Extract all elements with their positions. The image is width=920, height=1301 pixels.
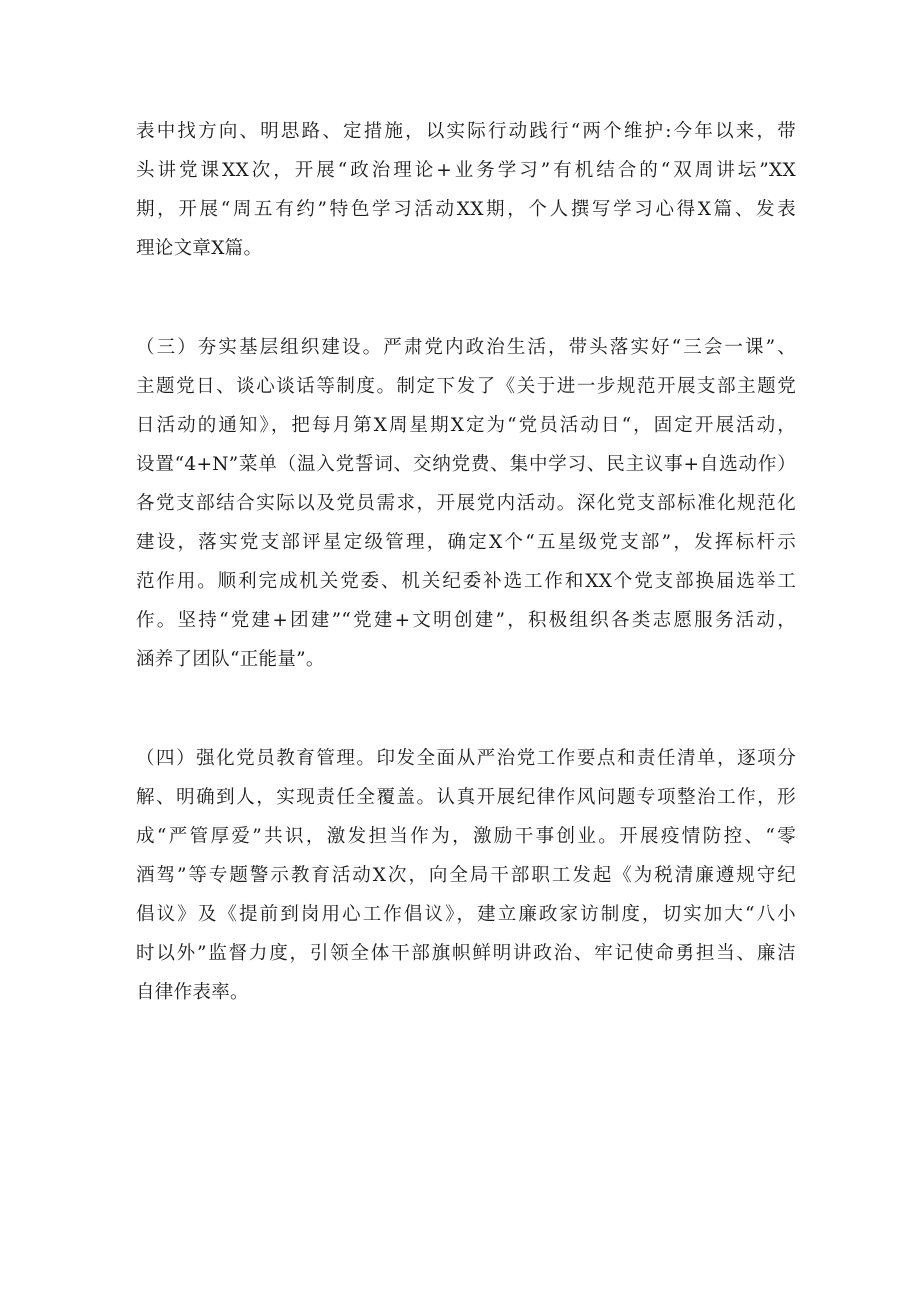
text-line: 解、明确到人，实现责任全覆盖。认真开展纪律作风问题专项整治工作，形 [136, 787, 796, 808]
text-line: 主题党日、谈心谈话等制度。制定下发了《关于进一步规范开展支部主题党 [136, 376, 796, 397]
text-line: 日活动的通知》，把每月第X周星期X定为“党员活动日“，固定开展活动， [136, 415, 796, 436]
paragraph-grassroots-organization [136, 328, 796, 679]
text-line: （三）夯实基层组织建设。严肃党内政治生活，带头落实好“三会一课”、 [136, 337, 796, 358]
text-line: （四）强化党员教育管理。印发全面从严治党工作要点和责任清单，逐项分 [136, 748, 796, 769]
text-line: 期，开展“周五有约”特色学习活动XX期，个人撰写学习心得X篇、发表 [136, 199, 796, 220]
text-line: 各党支部结合实际以及党员需求，开展党内活动。深化党支部标准化规范化 [136, 493, 796, 514]
text-line: 成“严管厚爱”共识，激发担当作为，激励干事创业。开展疫情防控、“零 [136, 826, 796, 847]
text-line: 作。坚持“党建+团建”“党建+文明创建”，积极组织各类志愿服务活动， [136, 610, 796, 631]
paragraph-member-education [136, 739, 796, 1012]
text-line: 自律作表率。 [136, 982, 249, 1003]
text-line: 涵养了团队“正能量”。 [136, 649, 325, 670]
text-line: 表中找方向、明思路、定措施，以实际行动践行“两个维护:今年以来，带 [136, 121, 796, 142]
paragraph-study-achievements [136, 112, 796, 268]
text-line: 范作用。顺利完成机关党委、机关纪委补选工作和XX个党支部换届选举工 [136, 571, 796, 592]
text-line: 设置“4+N”菜单（温入党誓词、交纳党费、集中学习、民主议事+自选动作） [136, 454, 796, 475]
document-page [136, 112, 796, 1012]
paragraph-gap [136, 268, 796, 328]
text-line: 时以外”监督力度，引领全体干部旗帜鲜明讲政治、牢记使命勇担当、廉洁 [136, 943, 796, 964]
paragraph-gap [136, 679, 796, 739]
text-line: 酒驾”等专题警示教育活动X次，向全局干部职工发起《为税清廉遵规守纪 [136, 865, 796, 886]
text-line: 理论文章X篇。 [136, 238, 263, 259]
text-line: 建设，落实党支部评星定级管理，确定X个“五星级党支部”，发挥标杆示 [136, 532, 796, 553]
text-line: 头讲党课XX次，开展“政治理论+业务学习”有机结合的“双周讲坛”XX [136, 160, 796, 181]
text-line: 倡议》及《提前到岗用心工作倡议》，建立廉政家访制度，切实加大“八小 [136, 904, 796, 925]
